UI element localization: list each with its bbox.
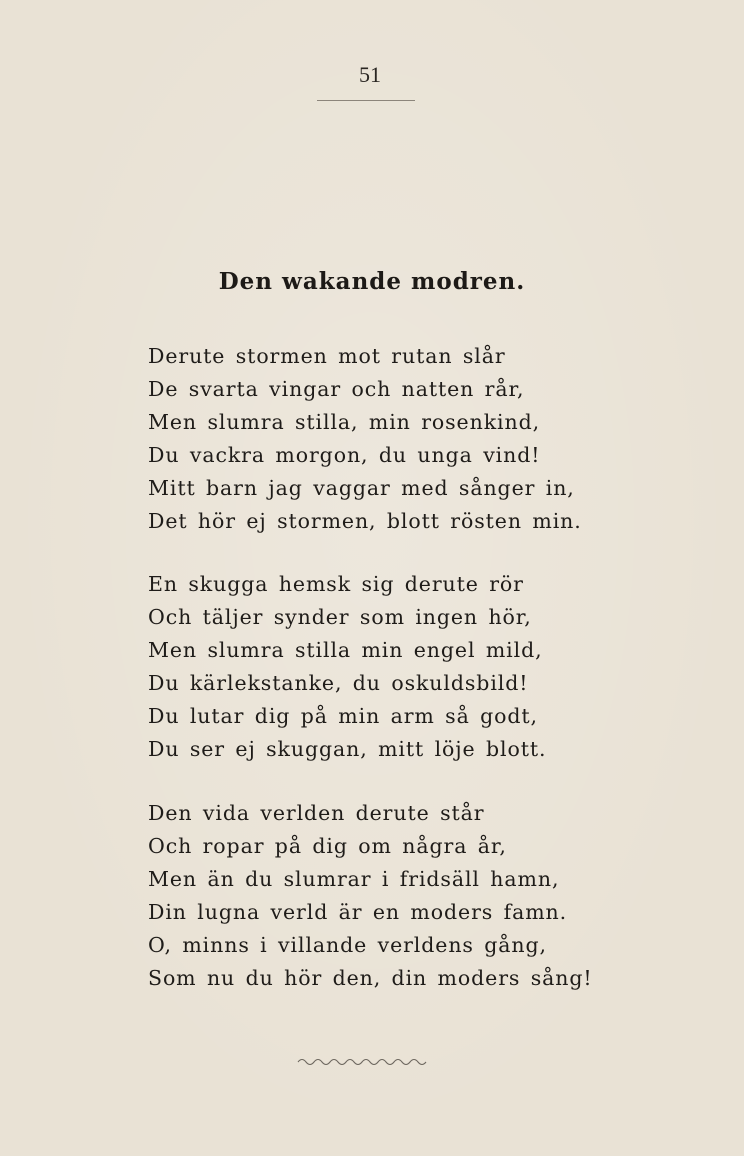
poem-line: Men slumra stilla min engel mild, (148, 638, 543, 662)
stanza-2 (148, 568, 618, 766)
poem-line: Du kärlekstanke, du oskuldsbild! (148, 671, 529, 695)
stanza-3 (148, 797, 618, 995)
poem-line: Derute stormen mot rutan slår (148, 344, 506, 368)
stanza-1 (148, 340, 618, 538)
poem-line: Mitt barn jag vaggar med sånger in, (148, 476, 575, 500)
page-number: 51 (359, 62, 381, 87)
poem-line: Det hör ej stormen, blott rösten min. (148, 509, 582, 533)
poem-line: Och ropar på dig om några år, (148, 834, 507, 858)
poem-title: Den wakande modren. (218, 268, 526, 295)
poem-line: Du ser ej skuggan, mitt löje blott. (148, 737, 547, 761)
poem-line: Men slumra stilla, min rosenkind, (148, 410, 541, 434)
poem-line: De svarta vingar och natten rår, (148, 377, 525, 401)
poem-line: Men än du slumrar i fridsäll hamn, (148, 867, 560, 891)
poem-line: Din lugna verld är en moders famn. (148, 900, 568, 924)
poem-line: Som nu du hör den, din moders sång! (148, 966, 593, 990)
wavy-ornament-icon (296, 1055, 432, 1069)
header-rule (317, 100, 415, 101)
poem-line: Den vida verlden derute står (148, 801, 485, 825)
poem-line: Och täljer synder som ingen hör, (148, 605, 532, 629)
poem-line: En skugga hemsk sig derute rör (148, 572, 524, 596)
poem-line: Du lutar dig på min arm så godt, (148, 704, 538, 728)
poem-line: O, minns i villande verldens gång, (148, 933, 547, 957)
poem-line: Du vackra morgon, du unga vind! (148, 443, 541, 467)
